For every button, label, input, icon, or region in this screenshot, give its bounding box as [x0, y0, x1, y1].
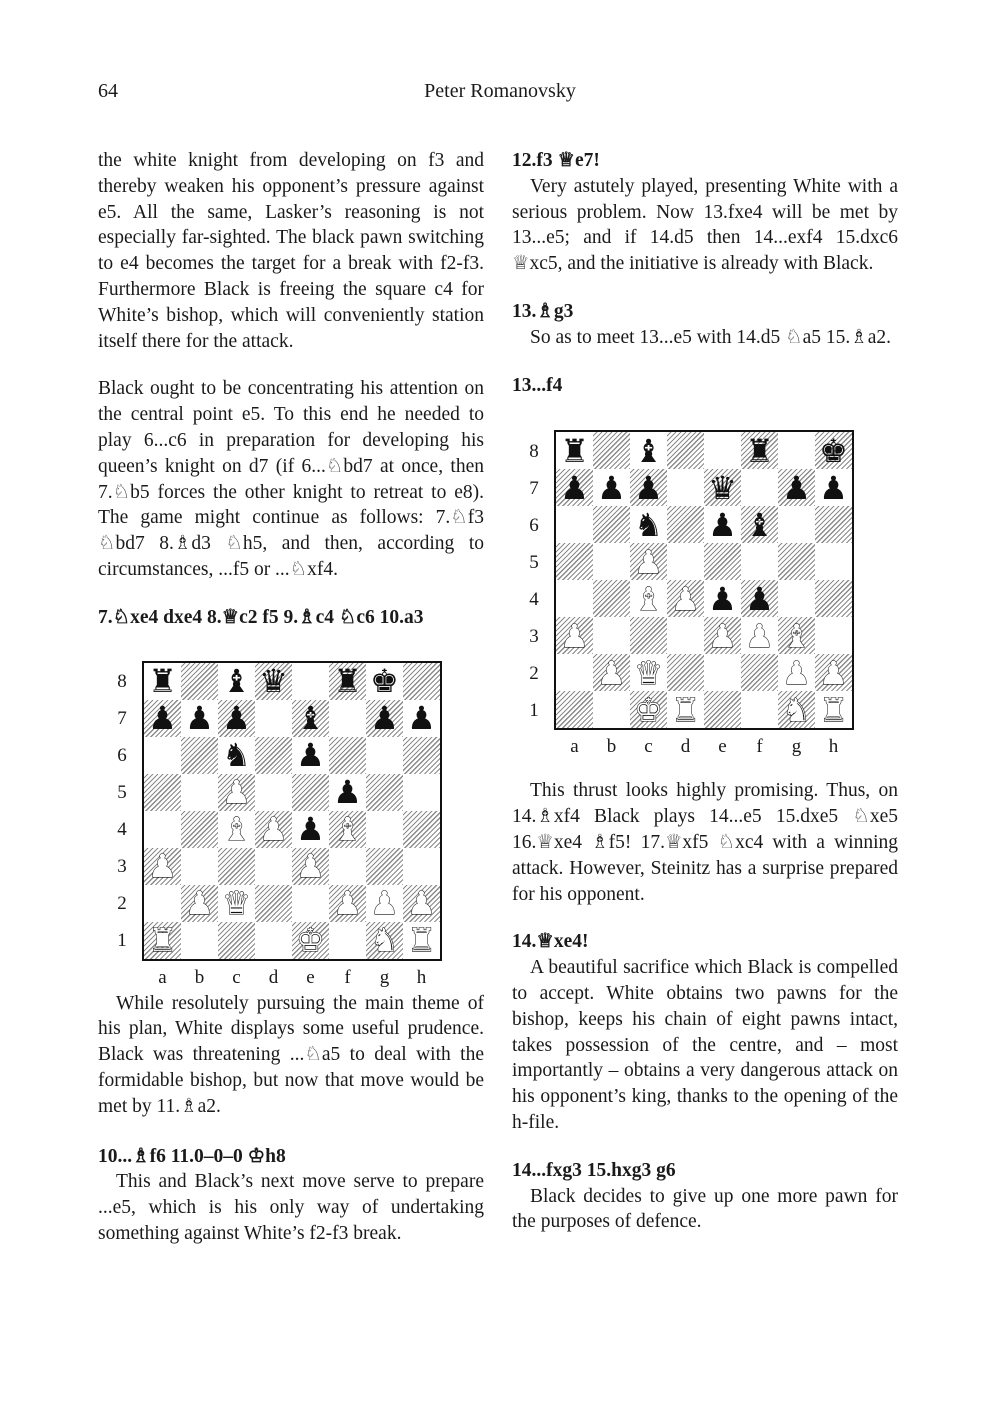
- rank-label: 1: [529, 699, 539, 721]
- white-pawn-icon: ♟: [634, 543, 663, 581]
- square-b3: [181, 848, 218, 885]
- white-bishop-icon: ♝: [782, 617, 811, 655]
- rank-label: 4: [117, 819, 127, 841]
- square-f6: [329, 737, 366, 774]
- square-b1: [593, 691, 630, 728]
- square-g6: [778, 506, 815, 543]
- square-g2: [778, 654, 815, 691]
- square-d3: [667, 617, 704, 654]
- black-bishop-icon: ♝: [222, 662, 251, 700]
- square-d4: [667, 580, 704, 617]
- white-pawn-icon: ♟: [560, 617, 589, 655]
- square-h6: [403, 737, 440, 774]
- square-b7: [593, 469, 630, 506]
- white-pawn-icon: ♟: [370, 884, 399, 922]
- square-e3: [292, 848, 329, 885]
- square-h7: [403, 700, 440, 737]
- square-c2: [630, 654, 667, 691]
- black-bishop-icon: ♝: [296, 699, 325, 737]
- square-g5: [778, 543, 815, 580]
- square-c4: [630, 580, 667, 617]
- square-c5: [630, 543, 667, 580]
- square-f4: [741, 580, 778, 617]
- file-label: d: [680, 736, 691, 758]
- black-rook-icon: ♜: [745, 432, 774, 470]
- square-h8: [815, 432, 852, 469]
- white-bishop-icon: ♝: [333, 810, 362, 848]
- white-pawn-icon: ♟: [782, 654, 811, 692]
- square-g7: [778, 469, 815, 506]
- square-h6: [815, 506, 852, 543]
- square-c7: [218, 700, 255, 737]
- square-a3: [556, 617, 593, 654]
- white-rook-icon: ♜: [407, 921, 436, 959]
- rank-label: 8: [117, 671, 127, 693]
- square-c6: [218, 737, 255, 774]
- black-queen-icon: ♛: [708, 469, 737, 507]
- square-f8: [741, 432, 778, 469]
- page-number: 64: [98, 80, 118, 102]
- right-paragraph-5: Black decides to give up one more pawn for the purposes of defence.: [512, 1185, 898, 1233]
- right-paragraph-4: A beautiful sacrifice which Black is compelled to accept. White obtains two pawns for the bishop, keeps his chain of eight pawns intact, takes possession of the centre, and – most importantly – obtains a very dangerous attack on his opponent’s king, thanks to the opening of the h-file.: [512, 957, 898, 1133]
- square-g2: [366, 885, 403, 922]
- rank-label: 2: [117, 893, 127, 915]
- square-e3: [704, 617, 741, 654]
- square-c3: [218, 848, 255, 885]
- file-label: b: [606, 736, 617, 758]
- file-label: b: [194, 966, 205, 988]
- square-c8: [218, 663, 255, 700]
- rank-label: 6: [529, 514, 539, 536]
- square-a4: [556, 580, 593, 617]
- file-label: c: [232, 966, 241, 988]
- square-b6: [593, 506, 630, 543]
- square-d6: [255, 737, 292, 774]
- white-queen-icon: ♛: [634, 654, 663, 692]
- right-paragraph-1: Very astutely played, presenting White with a serious problem. Now 13.fxe4 will be met by 13...e5; and if 14.d5 then 14...exf4 15.dxc6 ♕xc5, and the initiative is already with Black.: [512, 175, 898, 275]
- move-heading-13-black: 13...f4: [512, 374, 563, 396]
- rank-label: 4: [529, 588, 539, 610]
- chessboard: [554, 430, 854, 730]
- square-a4: [144, 811, 181, 848]
- square-d2: [667, 654, 704, 691]
- move-heading-7: 7.♘xe4 dxe4 8.♕c2 f5 9.♗c4 ♘c6 10.a3: [98, 606, 424, 628]
- black-rook-icon: ♜: [148, 662, 177, 700]
- white-knight-icon: ♞: [782, 691, 811, 729]
- square-a8: [556, 432, 593, 469]
- white-pawn-icon: ♟: [296, 847, 325, 885]
- square-f6: [741, 506, 778, 543]
- square-e5: [704, 543, 741, 580]
- square-e8: [292, 663, 329, 700]
- square-c8: [630, 432, 667, 469]
- square-g1: [366, 922, 403, 959]
- file-label: e: [718, 736, 727, 758]
- black-pawn-icon: ♟: [745, 580, 774, 618]
- right-column: [512, 148, 898, 1235]
- rank-label: 3: [117, 856, 127, 878]
- white-pawn-icon: ♟: [259, 810, 288, 848]
- square-e1: [704, 691, 741, 728]
- square-f7: [329, 700, 366, 737]
- white-king-icon: ♚: [296, 921, 325, 959]
- move-heading-10: 10...♗f6 11.0–0–0 ♔h8: [98, 1145, 286, 1167]
- square-d4: [255, 811, 292, 848]
- square-b2: [181, 885, 218, 922]
- black-bishop-icon: ♝: [634, 432, 663, 470]
- square-a1: [144, 922, 181, 959]
- black-pawn-icon: ♟: [708, 506, 737, 544]
- white-pawn-icon: ♟: [671, 580, 700, 618]
- white-pawn-icon: ♟: [597, 654, 626, 692]
- square-a7: [144, 700, 181, 737]
- rank-label: 2: [529, 662, 539, 684]
- square-h8: [403, 663, 440, 700]
- left-paragraph-1: the white knight from developing on f3 and thereby weaken his opponent’s pressure against e5. All the same, Lasker’s reasoning is not especially far-sighted. The black pawn switching to e4 becomes the target for a break with f2-f3. Furthermore Black is freeing the square c4 for White’s bishop, which will conveniently station itself there for the attack.: [98, 150, 484, 352]
- rank-label: 6: [117, 745, 127, 767]
- square-e4: [292, 811, 329, 848]
- white-pawn-icon: ♟: [148, 847, 177, 885]
- left-paragraph-2: Black ought to be concentrating his attention on the central point e5. To this end he needed to play 6...c6 in preparation for developing his queen’s knight on d7 (if 6...♘bd7 at once, then 7.♘b5 forces the other knight to retreat to e8). The game might continue as follows: 7.♘f3 ♘bd7 8.♗d3 ♘h5, and then, according to circumstances, ...f5 or ...♘xf4.: [98, 378, 484, 580]
- square-b4: [593, 580, 630, 617]
- black-pawn-icon: ♟: [407, 699, 436, 737]
- move-heading-12: 12.f3 ♕e7!: [512, 150, 600, 171]
- file-label: h: [828, 736, 839, 758]
- white-pawn-icon: ♟: [708, 617, 737, 655]
- square-b6: [181, 737, 218, 774]
- square-g6: [366, 737, 403, 774]
- file-label: a: [570, 736, 579, 758]
- square-g8: [366, 663, 403, 700]
- left-paragraph-4: This and Black’s next move serve to prepare ...e5, which is his only way of undertaking something against White’s f2-f3 break.: [98, 1171, 484, 1244]
- square-a5: [556, 543, 593, 580]
- square-a6: [144, 737, 181, 774]
- black-pawn-icon: ♟: [296, 810, 325, 848]
- white-bishop-icon: ♝: [222, 810, 251, 848]
- white-knight-icon: ♞: [370, 921, 399, 959]
- file-label: c: [644, 736, 653, 758]
- square-f8: [329, 663, 366, 700]
- move-heading-14-black: 14...fxg3 15.hxg3 g6: [512, 1159, 676, 1181]
- file-label: g: [791, 736, 802, 758]
- square-e6: [292, 737, 329, 774]
- square-b8: [181, 663, 218, 700]
- square-g7: [366, 700, 403, 737]
- square-b1: [181, 922, 218, 959]
- chess-diagram-1: [98, 631, 484, 991]
- square-f2: [329, 885, 366, 922]
- rank-label: 5: [529, 551, 539, 573]
- square-c3: [630, 617, 667, 654]
- square-h1: [815, 691, 852, 728]
- black-pawn-icon: ♟: [782, 469, 811, 507]
- file-label: d: [268, 966, 279, 988]
- square-c1: [218, 922, 255, 959]
- square-d8: [667, 432, 704, 469]
- square-h2: [403, 885, 440, 922]
- square-e7: [292, 700, 329, 737]
- black-rook-icon: ♜: [333, 662, 362, 700]
- square-b7: [181, 700, 218, 737]
- black-bishop-icon: ♝: [745, 506, 774, 544]
- square-a2: [144, 885, 181, 922]
- square-f5: [329, 774, 366, 811]
- rank-label: 1: [117, 930, 127, 952]
- square-h7: [815, 469, 852, 506]
- square-f7: [741, 469, 778, 506]
- square-f2: [741, 654, 778, 691]
- square-d8: [255, 663, 292, 700]
- running-title: Peter Romanovsky: [424, 80, 576, 102]
- square-c5: [218, 774, 255, 811]
- square-c1: [630, 691, 667, 728]
- square-d7: [667, 469, 704, 506]
- square-g4: [778, 580, 815, 617]
- square-e4: [704, 580, 741, 617]
- file-label: f: [344, 966, 351, 988]
- square-b4: [181, 811, 218, 848]
- square-h1: [403, 922, 440, 959]
- square-d1: [667, 691, 704, 728]
- right-paragraph-2: So as to meet 13...e5 with 14.d5 ♘a5 15.♗a2.: [530, 326, 891, 348]
- move-heading-14: 14.♕xe4!: [512, 931, 589, 953]
- black-pawn-icon: ♟: [819, 469, 848, 507]
- square-h2: [815, 654, 852, 691]
- white-pawn-icon: ♟: [222, 773, 251, 811]
- white-bishop-icon: ♝: [634, 580, 663, 618]
- square-b3: [593, 617, 630, 654]
- black-knight-icon: ♞: [222, 736, 251, 774]
- square-d5: [255, 774, 292, 811]
- square-a1: [556, 691, 593, 728]
- left-paragraph-3: While resolutely pursuing the main theme of his plan, White displays some useful prudence. Black was threatening ...♘a5 to deal with the formidable bishop, but now that move would be met by 11.♗a2.: [98, 992, 484, 1117]
- square-e8: [704, 432, 741, 469]
- square-e2: [292, 885, 329, 922]
- white-king-icon: ♚: [634, 691, 663, 729]
- file-label: g: [379, 966, 390, 988]
- white-rook-icon: ♜: [148, 921, 177, 959]
- square-f3: [329, 848, 366, 885]
- square-h3: [815, 617, 852, 654]
- square-b2: [593, 654, 630, 691]
- black-rook-icon: ♜: [560, 432, 589, 470]
- file-label: e: [306, 966, 315, 988]
- square-e6: [704, 506, 741, 543]
- square-d1: [255, 922, 292, 959]
- file-label: h: [416, 966, 427, 988]
- square-g5: [366, 774, 403, 811]
- square-b5: [593, 543, 630, 580]
- right-paragraph-3: This thrust looks highly promising. Thus, on 14.♗xf4 Black plays 14...e5 15.dxe5 ♘xe5 16.♕xe4 ♗f5! 17.♕xf5 ♘xc4 with a winning attack. However, Steinitz has a surprise prepared for his opponent.: [512, 780, 898, 905]
- file-label: a: [158, 966, 167, 988]
- square-h5: [403, 774, 440, 811]
- black-pawn-icon: ♟: [708, 580, 737, 618]
- square-a8: [144, 663, 181, 700]
- page-header: [98, 80, 902, 110]
- square-b5: [181, 774, 218, 811]
- rank-label: 7: [529, 477, 539, 499]
- black-king-icon: ♚: [370, 662, 399, 700]
- square-e2: [704, 654, 741, 691]
- square-a6: [556, 506, 593, 543]
- square-g1: [778, 691, 815, 728]
- square-e5: [292, 774, 329, 811]
- square-g3: [366, 848, 403, 885]
- square-d5: [667, 543, 704, 580]
- file-label: f: [756, 736, 763, 758]
- square-c4: [218, 811, 255, 848]
- white-pawn-icon: ♟: [819, 654, 848, 692]
- black-pawn-icon: ♟: [222, 699, 251, 737]
- black-pawn-icon: ♟: [148, 699, 177, 737]
- square-f5: [741, 543, 778, 580]
- square-h4: [815, 580, 852, 617]
- rank-label: 5: [117, 782, 127, 804]
- square-a3: [144, 848, 181, 885]
- square-f1: [741, 691, 778, 728]
- white-pawn-icon: ♟: [185, 884, 214, 922]
- square-g4: [366, 811, 403, 848]
- square-d7: [255, 700, 292, 737]
- square-e1: [292, 922, 329, 959]
- square-d3: [255, 848, 292, 885]
- black-knight-icon: ♞: [634, 506, 663, 544]
- square-h3: [403, 848, 440, 885]
- rank-label: 3: [529, 625, 539, 647]
- square-h5: [815, 543, 852, 580]
- black-pawn-icon: ♟: [296, 736, 325, 774]
- square-g3: [778, 617, 815, 654]
- white-pawn-icon: ♟: [333, 884, 362, 922]
- square-g8: [778, 432, 815, 469]
- square-d6: [667, 506, 704, 543]
- square-c7: [630, 469, 667, 506]
- white-queen-icon: ♛: [222, 884, 251, 922]
- black-pawn-icon: ♟: [185, 699, 214, 737]
- black-pawn-icon: ♟: [333, 773, 362, 811]
- white-pawn-icon: ♟: [745, 617, 774, 655]
- black-king-icon: ♚: [819, 432, 848, 470]
- rank-label: 8: [529, 440, 539, 462]
- square-f1: [329, 922, 366, 959]
- white-rook-icon: ♜: [819, 691, 848, 729]
- move-heading-13: 13.♗g3: [512, 300, 574, 322]
- square-a5: [144, 774, 181, 811]
- square-c2: [218, 885, 255, 922]
- black-pawn-icon: ♟: [560, 469, 589, 507]
- chessboard: [142, 661, 442, 961]
- square-d2: [255, 885, 292, 922]
- square-f3: [741, 617, 778, 654]
- square-a2: [556, 654, 593, 691]
- square-a7: [556, 469, 593, 506]
- rank-label: 7: [117, 708, 127, 730]
- square-c6: [630, 506, 667, 543]
- square-f4: [329, 811, 366, 848]
- black-queen-icon: ♛: [259, 662, 288, 700]
- left-column: [98, 148, 484, 1247]
- square-e7: [704, 469, 741, 506]
- chess-diagram-2: [512, 398, 898, 778]
- black-pawn-icon: ♟: [634, 469, 663, 507]
- black-pawn-icon: ♟: [370, 699, 399, 737]
- square-h4: [403, 811, 440, 848]
- black-pawn-icon: ♟: [597, 469, 626, 507]
- white-rook-icon: ♜: [671, 691, 700, 729]
- white-pawn-icon: ♟: [407, 884, 436, 922]
- square-b8: [593, 432, 630, 469]
